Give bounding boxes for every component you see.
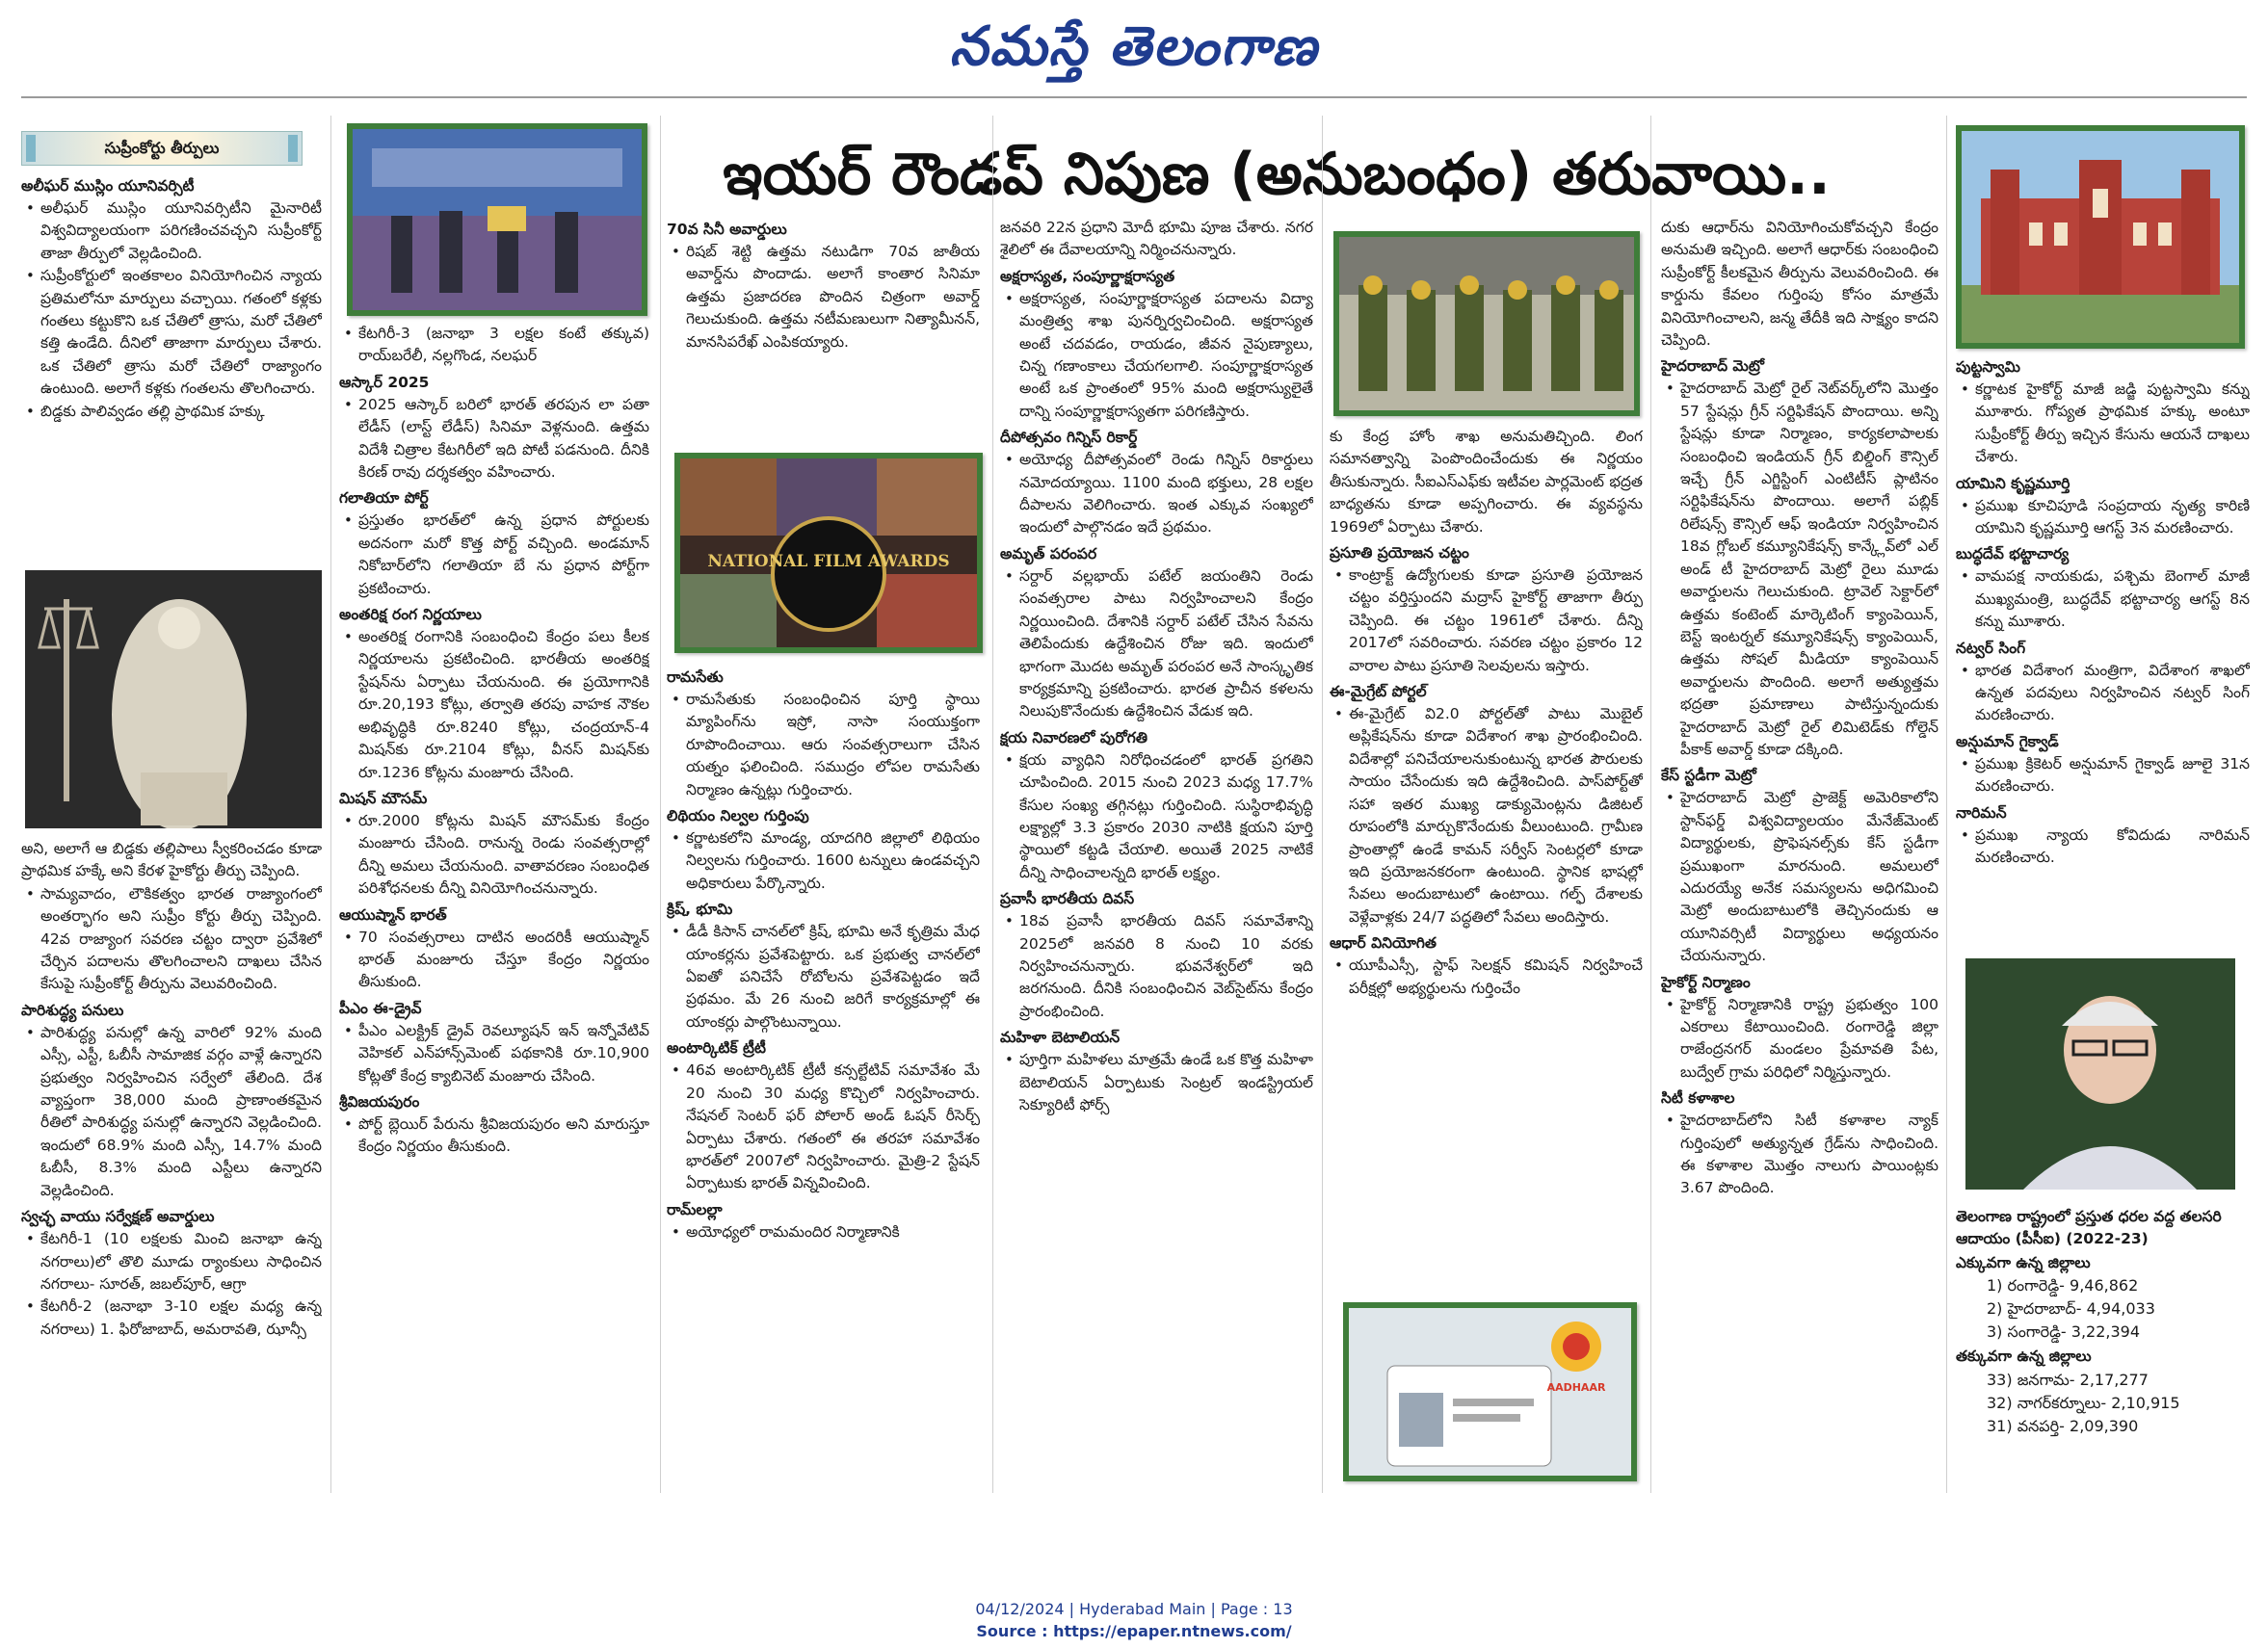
section-title: హైకోర్ట్ నిర్మాణం <box>1661 973 1751 991</box>
bullet-paragraph: • రూ.2000 కోట్లను మిషన్ మౌసమ్‌కు కేంద్రం మంజూరు చేసింది. రానున్న రెండు సంవత్సరాల్లో దీన్ని అమలు చేయనుంది. వాతావరణం సంబంధిత పరిశోధనలకు దీన్ని వినియోగించనున్నారు. <box>339 810 649 901</box>
bullet-paragraph: • ప్రస్తుతం భారత్‌లో ఉన్న ప్రధాన పోర్టులకు అదనంగా మరో కొత్త పోర్ట్ వచ్చింది. అండమాన్ నికోబార్‌లోని గలాతియా బే ను ప్రధాన పోర్ట్‌గా ప్రకటించారు. <box>339 510 649 600</box>
bullet-paragraph: • అలీఘర్ ముస్లిం యూనివర్సిటీని మైనారిటీ విశ్వవిద్యాలయంగా పరిగణించవచ్చని సుప్రీంకోర్ట్ తాజా తీర్పులో వెల్లడించింది. <box>21 197 322 265</box>
article-section <box>339 323 649 368</box>
bullet-paragraph: • డీడీ కిసాన్ చానల్‌లో క్రిష్, భూమి అనే కృత్రిమ మేధ యాంకర్లను ప్రవేశపెట్టారు. ఒక ప్రభుత్వ చానల్‌లో ఏఐతో పనిచేసే రోబోలను ప్రవేశపెట్టడం ఇదే ప్రథమం. మే 26 నుంచి జరిగే కార్యక్రమాల్లో ఈ యాంకర్లు పాల్గొంటున్నాయి. <box>667 921 980 1034</box>
aadhaar-card-photo <box>1343 1302 1637 1481</box>
section-title: నట్వర్ సింగ్ <box>1956 639 2026 657</box>
income-low-1: 33) జనగామ- 2,17,277 <box>1987 1370 2149 1389</box>
portrait-icon <box>1965 958 2235 1190</box>
article-section <box>21 838 322 996</box>
column-5 <box>1330 426 1643 1293</box>
income-high-label: ఎక్కువగా ఉన్న జిల్లాలు <box>1956 1254 2091 1271</box>
bullet-paragraph: • సుప్రీంకోర్టులో ఇంతకాలం వినియోగించిన న్యాయ ప్రతిమలోనూ మార్పులు వచ్చాయి. గతంలో కళ్లకు గంతలు కట్టుకొని ఒక చేతిలో త్రాసు, మరో చేతిలో కత్తి ఉండేది. దీనిలో తాజాగా మార్పులు చేశారు. ఒక చేతిలో త్రాసు మరో చేతిలో రాజ్యాంగం ఉంటుంది. అలాగే కళ్లకు గంతలను తొలగించారు. <box>21 265 322 400</box>
section-title: అలీఘర్ ముస్లిం యూనివర్సిటీ <box>21 177 195 195</box>
column-1-top <box>21 173 322 578</box>
article-section <box>339 604 649 784</box>
film-awards-photo <box>674 453 983 653</box>
article-section <box>1000 1027 1313 1116</box>
section-title: పీఎం ఈ-డ్రైవ్ <box>339 999 422 1017</box>
aadhaar-card-icon <box>1349 1308 1631 1476</box>
article-section <box>1000 888 1313 1023</box>
section-title: శ్రీవిజయపురం <box>339 1092 420 1111</box>
income-low-label: తక్కువగా ఉన్న జిల్లాలు <box>1956 1348 2092 1366</box>
section-title: లిథియం నిల్వల గుర్తింపు <box>667 807 809 825</box>
bullet-paragraph: • యూపీఎస్సీ, స్టాఫ్ సెలక్షన్ కమిషన్ నిర్వహించే పరీక్షల్లో అభ్యర్థులను గుర్తించేం <box>1330 955 1643 1000</box>
section-title: మహిళా బెటాలియన్ <box>1000 1029 1121 1047</box>
income-box <box>1956 1206 2250 1495</box>
heritage-building-icon <box>1962 131 2239 343</box>
bullet-paragraph: • కేటగిరీ-1 (10 లక్షలకు మించి జనాభా ఉన్న నగరాలు)లో తొలి మూడు ర్యాంకులు సాధించిన నగరాలు- సూరత్, జబల్‌పూర్, ఆగ్రా <box>21 1228 322 1296</box>
section-title: బుద్ధదేవ్ భట్టాచార్య <box>1956 545 2070 563</box>
justice-statue-photo <box>25 570 322 828</box>
column-rule <box>1946 116 1947 1493</box>
article-section <box>1330 426 1643 538</box>
bullet-paragraph: అని, అలాగే ఆ బిడ్డకు తల్లిపాలు స్వీకరించడం కూడా ప్రాథమిక హక్కే అని కేరళ హైకోర్టు తీర్పు చెప్పింది. <box>21 840 322 880</box>
section-title: యామిని కృష్ణమూర్తి <box>1956 474 2070 492</box>
article-section <box>1661 765 1938 967</box>
income-low-3: 31) వనపర్తి- 2,09,390 <box>1987 1416 2139 1435</box>
section-title: పారిశుద్ధ్య పనులు <box>21 1001 124 1019</box>
income-high-3: 3) సంగారెడ్డి- 3,22,394 <box>1987 1322 2141 1342</box>
article-section <box>1000 543 1313 723</box>
bullet-paragraph: జనవరి 22న ప్రధాని మోదీ భూమి పూజ చేశారు. నగర శైలిలో ఈ దేవాలయాన్ని నిర్మించనున్నారు. <box>1000 219 1313 259</box>
badge-label: సుప్రీంకోర్టు తీర్పులు <box>104 139 220 157</box>
article-section <box>21 175 322 423</box>
article-section <box>667 899 980 1034</box>
badge-bar-left <box>26 135 36 162</box>
article-section <box>667 1199 980 1243</box>
article-section <box>1661 972 1938 1085</box>
section-title: కేస్ స్టడీగా మెట్రో <box>1661 767 1756 785</box>
bullet-paragraph: • కేటగిరీ-2 (జనాభా 3-10 లక్షల మధ్య ఉన్న నగరాలు) 1. ఫిరోజాబాద్, అమరావతి, ఝాన్సీ <box>21 1296 322 1341</box>
column-rule <box>660 116 661 1493</box>
bullet-paragraph: • రిషబ్ శెట్టి ఉత్తమ నటుడిగా 70వ జాతీయ అవార్డ్‌ను పొందాడు. అలాగే కాంతార సినిమా ఉత్తమ ప్రజాదరణ పొందిన చిత్రంగా అవార్డ్ గెలుచుకుంది. ఉత్తమ నటీమణులుగా నిత్యామీనన్, మానసిపరేఖ్ ఎంపికయ్యారు. <box>667 241 980 353</box>
column-rule <box>1650 116 1651 1493</box>
section-title: సిటీ కళాశాల <box>1661 1089 1735 1108</box>
article-section <box>1956 473 2250 540</box>
section-title: ఈ-మైగ్రేట్ పోర్టల్ <box>1330 683 1427 701</box>
osmania-building-photo <box>1956 125 2245 349</box>
article-section <box>1661 355 1938 761</box>
article-section <box>1956 543 2250 633</box>
article-section <box>1000 266 1313 423</box>
bullet-paragraph: • పూర్తిగా మహిళలు మాత్రమే ఉండే ఒక కొత్త మహిళా బెటాలియన్ ఏర్పాటుకు సెంట్రల్ ఇండస్ట్రియల్ సెక్యూరిటీ ఫోర్స్ <box>1000 1049 1313 1116</box>
bullet-paragraph: • హైదరాబాద్ మెట్రో ప్రాజెక్ట్ అమెరికాలోని స్టాన్‌ఫర్డ్ విశ్వవిద్యాలయం మేనేజ్‌మెంట్ విద్యార్థులకు, ప్రొఫెషనల్స్‌కు కేస్ స్టడీగా ప్రముఖంగా మారనుంది. అమలులో ఎదురయ్యే అనేక సమస్యలను అధిగమించి మెట్రో అందుబాటులోకి తెచ్చినందుకు ఆ యూనివర్సిటీ విద్యార్థులు అధ్యయనం చేయనున్నారు. <box>1661 787 1938 967</box>
article-section <box>667 805 980 895</box>
income-title: తెలంగాణ రాష్ట్రంలో ప్రస్తుత ధరల వద్ద తలసరి ఆదాయం (పీసీఐ) (2022-23) <box>1956 1208 2222 1247</box>
article-section <box>339 487 649 600</box>
column-3-top <box>667 217 980 448</box>
bullet-paragraph: • ప్రముఖ న్యాయ కోవిదుడు నారిమన్ మరణించారు. <box>1956 824 2250 870</box>
film-awards-collage-icon <box>680 458 977 647</box>
column-rule <box>330 116 331 1493</box>
awards-ceremony-photo <box>347 123 647 316</box>
footer-source-line: Source : https://epaper.ntnews.com/ <box>976 1622 1292 1640</box>
bullet-paragraph: • కర్ణాటక హైకోర్ట్ మాజీ జడ్జి పుట్టస్వామి కన్ను మూశారు. గోప్యత ప్రాథమిక హక్కు అంటూ సుప్రీంకోర్ట్ తీర్పు ఇచ్చిన కేసును ఆయనే దాఖలు చేశారు. <box>1956 379 2250 469</box>
article-section <box>1956 802 2250 870</box>
bullet-paragraph: • సర్దార్ వల్లభాయ్ పటేల్ జయంతిని రెండు సంవత్సరాల పాటు నిర్వహించాలని కేంద్రం నిర్ణయించింది. దేశానికి సర్దార్ పటేల్ చేసిన సేవను తెలిపేందుకు ఉద్దేశించిన రోజు ఇది. ఇందులో భాగంగా మొదట అమృత్ పరంపర అనే సాంస్కృతిక కార్యక్రమాన్ని ప్రకటించారు. భారత ప్రాచీన కళలను నిలుపుకొనేందుకు ఉద్దేశించిన వేడుక ఇది. <box>1000 565 1313 723</box>
column-rule <box>1322 116 1323 1493</box>
column-3-bottom <box>667 665 980 1512</box>
bullet-paragraph: • హైదరాబాద్ మెట్రో రైల్ నెట్‌వర్క్‌లోని మొత్తం 57 స్టేషన్లు గ్రీన్ సర్టిఫికేషన్ పొందాయి. అన్ని స్టేషన్లు కూడా నిర్మాణం, కార్యకలాపాలకు సంబంధించి ఇండియన్ గ్రీన్ బిల్డింగ్ కౌన్సిల్ ఇచ్చే గ్రీన్ ఎగ్జిస్టింగ్ ఎంటిటీస్ ప్లాటినం సర్టిఫికేషన్‌ను పొందాయి. అలాగే పబ్లిక్ రిలేషన్స్ కౌన్సిల్ ఆఫ్ ఇండియా నిర్వహించిన 18వ గ్లోబల్ కమ్యూనికేషన్స్ కాన్క్లేవ్‌లో ఎల్ అండ్ టీ హైదరాబాద్ మెట్రో రైలు మూడు అవార్డులను గెలుచుకుంది. ట్రావెల్ సెక్టార్‌లో ఉత్తమ కంటెంట్ మార్కెటింగ్ క్యాంపెయిన్, బెస్ట్ ఇంటర్నల్ కమ్యూనికేషన్స్ క్యాంపెయిన్, ఉత్తమ సోషల్ మీడియా క్యాంపెయిన్ అవార్డులను పొందింది. అలాగే అత్యుత్తమ భద్రతా ప్రమాణాలు పాటిస్తున్నందుకు హైదరాబాద్ మెట్రో రైల్ లిమిటెడ్‌కు గోల్డెన్ పీకాక్ అవార్డ్ కూడా దక్కింది. <box>1661 378 1938 761</box>
bullet-paragraph: • క్షయ వ్యాధిని నిరోధించడంలో భారత్ ప్రగతిని చూపించింది. 2015 నుంచి 2023 మధ్య 17.7% కేసుల సంఖ్య తగ్గినట్లు గుర్తించింది. సుస్థిరాభివృద్ధి లక్ష్యాల్లో 3.3 ప్రకారం 2030 నాటికి క్షయని పూర్తి స్థాయిలో కట్టడి చేయాలి. అయితే 2025 నాటికే దీన్ని సాధించాలన్నది భారత్ లక్ష్యం. <box>1000 749 1313 884</box>
article-section <box>1330 681 1643 929</box>
section-title: హైదరాబాద్ మెట్రో <box>1661 357 1764 376</box>
article-section <box>1330 542 1643 677</box>
badge-bar-right <box>288 135 298 162</box>
bullet-paragraph: • ప్రముఖ కూచిపూడి సంప్రదాయ నృత్య కారిణి యామిని కృష్ణమూర్తి ఆగస్ట్ 3న మరణించారు. <box>1956 495 2250 540</box>
nariman-portrait-photo <box>1965 958 2235 1190</box>
bullet-paragraph: • పీఎం ఎలక్ట్రిక్ డ్రైవ్ రెవల్యూషన్ ఇన్ ఇన్నోవేటివ్ వెహికల్ ఎన్‌హాన్స్‌మెంట్ పథకానికి రూ.10,900 కోట్లతో కేంద్ర క్యాబినెట్ మంజూరు చేసింది. <box>339 1020 649 1087</box>
aadhaar-label: AADHAAR <box>1546 1381 1606 1394</box>
bullet-paragraph: • ప్రముఖ క్రికెటర్ అన్షుమాన్ గైక్వాడ్ జూలై 31న మరణించారు. <box>1956 753 2250 798</box>
award-ceremony-icon <box>353 129 642 310</box>
section-title: పుట్టస్వామి <box>1956 358 2020 376</box>
parade-soldiers-icon <box>1339 237 1634 410</box>
article-section <box>1000 727 1313 884</box>
article-section <box>339 372 649 484</box>
article-section <box>667 1037 980 1194</box>
section-title: క్షయ నివారణలో పురోగతి <box>1000 728 1147 746</box>
bullet-paragraph: • కాంట్రాక్ట్ ఉద్యోగులకు కూడా ప్రసూతి ప్రయోజన చట్టం వర్తిస్తుందని మద్రాస్ హైకోర్ట్ తాజాగా తీర్పు చెప్పింది. ఈ చట్టం 1961లో చేశారు. దీన్ని 2017లో సవరించారు. సవరణ చట్టం ప్రకారం 12 వారాల పాటు ప్రసూతి సెలవులను ఇస్తారు. <box>1330 564 1643 677</box>
bullet-paragraph: • సామ్యవాదం, లౌకికత్వం భారత రాజ్యాంగంలో అంతర్భాగం అని సుప్రీం కోర్టు తీర్పు చెప్పింది. 42వ రాజ్యాంగ సవరణ చట్టం ద్వారా ప్రవేశిలో చేర్చిన పదాలను తొలగించాలని దాఖలు చేసిన కేసుపై సుప్రీంకోర్ట్ తీర్పును వెలువరించింది. <box>21 883 322 996</box>
bullet-paragraph: • కర్ణాటకలోని మాండ్య, యాదగిరి జిల్లాలో లిథియం నిల్వలను గుర్తించారు. 1600 టన్నులు ఉండవచ్చని అధికారులు పేర్కొన్నారు. <box>667 827 980 895</box>
bullet-paragraph: • 2025 ఆస్కార్ బరిలో భారత్ తరపున లా పతా లేడీస్ (లాస్ట్ లేడీస్) సినిమా వెళ్లనుంది. ఉత్తమ విదేశీ చిత్రాల కేటగిరీలో ఇది పోటీ పడనుంది. దీనికి కిరణ్ రావు దర్శకత్వం వహించారు. <box>339 394 649 484</box>
national-film-awards-label: NATIONAL FILM AWARDS <box>707 552 950 571</box>
section-title: 70వ సినీ అవార్డులు <box>667 221 787 238</box>
section-title: ప్రసూతి ప్రయోజన చట్టం <box>1330 544 1469 563</box>
bullet-paragraph: • హైదరాబాద్‌లోని సిటీ కళాశాల న్యాక్ గుర్తింపులో అత్యున్నత గ్రేడ్‌ను సాధించింది. ఈ కళాశాల మొత్తం నాలుగు పాయింట్లకు 3.67 పొందింది. <box>1661 1110 1938 1200</box>
bullet-paragraph: • అక్షరాస్యత, సంపూర్ణాక్షరాస్యత పదాలను విద్యా మంత్రిత్వ శాఖ పునర్నిర్వచించింది. అక్షరాస్యత అంటే చదవడం, రాయడం, జీవన నైపుణ్యాలు, చిన్న గణాంకాలు చేయగలగాలి. సంపూర్ణాక్షరాస్యత అంటే ఒక ప్రాంతంలో 95% మంది అక్షరాస్యులైతే దాన్ని సంపూర్ణాక్షరాస్యతగా పరిగణిస్తారు. <box>1000 288 1313 423</box>
bullet-paragraph: • పోర్ట్ బ్లెయిర్ పేరును శ్రీవిజయపురం అని మారుస్తూ కేంద్రం నిర్ణయం తీసుకుంది. <box>339 1113 649 1159</box>
article-section <box>1956 731 2250 798</box>
section-title: అంతరిక్ష రంగ నిర్ణయాలు <box>339 606 482 624</box>
article-section <box>339 998 649 1087</box>
column-7 <box>1956 354 2250 971</box>
section-title: ఆయుష్మాన్ భారత్ <box>339 905 447 924</box>
masthead-divider <box>21 96 2247 98</box>
column-1-bottom <box>21 838 322 1503</box>
section-title: గలాతియా పోర్ట్ <box>339 489 429 508</box>
lady-justice-icon <box>25 570 322 828</box>
bullet-paragraph: • 18వ ప్రవాసీ భారతీయ దివస్ సమావేశాన్ని 2025లో జనవరి 8 నుంచి 10 వరకు నిర్వహించనున్నారు. భువనేశ్వర్‌లో ఇది జరగనుంది. దీనికి సంబంధించిన వెబ్‌సైట్‌ను కేంద్రం ప్రారంభించింది. <box>1000 910 1313 1023</box>
article-section <box>1661 1087 1938 1200</box>
article-section <box>1000 217 1313 262</box>
section-title: అన్షుమాన్ గైక్వాడ్ <box>1956 732 2059 750</box>
bullet-paragraph: • ఈ-మైగ్రేట్ వి2.0 పోర్టల్‌తో పాటు మొబైల్ అప్లికేషన్‌ను కూడా విదేశాంగ శాఖ ప్రారంభించింది. విదేశాల్లో పనిచేయాలనుకుంటున్న భారత పౌరులకు సాయం చేసేందుకు ఇది ఉద్దేశించింది. పాస్‌పోర్ట్‌తో సహా ఇతర ముఖ్య డాక్యుమెంట్లను డిజిటల్ రూపంలోకి మార్చుకొనేందుకు వీలుంటుంది. గ్రామీణ ప్రాంతాల్లో ఉండే కామన్ సర్వీస్ సెంటర్లలో కూడా ఇది ప్రయోజనకరంగా ఉంటుంది. స్థానిక భాషల్లో సేవలు అందుబాటులో ఉంటాయి. గల్ఫ్ దేశాలకు వెళ్లేవాళ్లకు 24/7 పద్ధతిలో సేవలు అందిస్తారు. <box>1330 703 1643 929</box>
section-title: అక్షరాస్యత, సంపూర్ణాక్షరాస్యత <box>1000 267 1175 285</box>
section-title: దీపోత్సవం గిన్నిస్ రికార్డ్ <box>1000 429 1138 447</box>
women-battalion-photo <box>1333 231 1640 416</box>
income-high-1: 1) రంగారెడ్డి- 9,46,862 <box>1987 1276 2139 1296</box>
masthead-logo: నమస్తే తెలంగాణ <box>949 14 1319 78</box>
bullet-paragraph: దుకు ఆధార్‌ను వినియోగించుకోవచ్చని కేంద్రం అనుమతి ఇచ్చింది. అలాగే ఆధార్‌కు సంబంధించి సుప్రీంకోర్ట్ కీలకమైన తీర్పును వెలువరించింది. ఈ కార్డును కేవలం గుర్తింపు కోసం మాత్రమే వినియోగించాలని, జన్మ తేదీకి ఇది సాక్ష్యం కాదని చెప్పింది. <box>1661 219 1938 350</box>
article-section <box>21 1206 322 1341</box>
section-title: నారిమన్ <box>1956 803 2007 822</box>
income-low-2: 32) నాగర్‌కర్నూలు- 2,10,915 <box>1987 1393 2180 1412</box>
article-section <box>1000 427 1313 539</box>
bullet-paragraph: • అంతరిక్ష రంగానికి సంబంధించి కేంద్రం పలు కీలక నిర్ణయాలను ప్రకటించింది. భారతీయ అంతరిక్ష స్టేషన్‌ను ఏర్పాటు చేయనుంది. ఈ ప్రయోగానికి రూ.20,193 కోట్లు, తర్వాతి తరపు వాహక నౌకల అభివృద్ధికి రూ.8240 కోట్లు, చంద్రయాన్-4 మిషన్‌కు రూ.2104 కోట్లు, వీనస్ మిషన్‌కు రూ.1236 కోట్లను మంజూరు చేసింది. <box>339 626 649 784</box>
page-headline: ఇయర్ రౌండప్ నిపుణ (అనుబంధం) తరువాయి.. <box>723 141 1831 208</box>
bullet-paragraph: • కేటగిరీ-3 (జనాభా 3 లక్షల కంటే తక్కువ) రాయ్‌బరేలీ, నల్లగొండ, నలఘర్ <box>339 323 649 368</box>
article-section <box>1330 932 1643 1000</box>
footer-date-line: 04/12/2024 | Hyderabad Main | Page : 13 <box>975 1600 1293 1618</box>
column-rule <box>992 116 993 1493</box>
article-section <box>1661 217 1938 352</box>
article-section <box>339 1091 649 1159</box>
section-title: ప్రవాసీ భారతీయ దివస్ <box>1000 890 1135 908</box>
column-4 <box>1000 217 1313 1512</box>
section-title: అమృత్ పరంపర <box>1000 544 1097 563</box>
section-title: ఆస్కార్ 2025 <box>339 373 430 391</box>
bullet-paragraph: • 70 సంవత్సరాలు దాటిన అందరికీ ఆయుష్మాన్ భారత్ మంజూరు చేస్తూ కేంద్రం నిర్ణయం తీసుకుంది. <box>339 927 649 994</box>
bullet-paragraph: • బిడ్డకు పాలివ్వడం తల్లి ప్రాథమిక హక్కు <box>21 401 322 423</box>
bullet-paragraph: కు కేంద్ర హోం శాఖ అనుమతిచ్చింది. లింగ సమానత్వాన్ని పెంపొందించేందుకు ఈ నిర్ణయం తీసుకున్నారు. సీఐఎస్ఎఫ్‌కు ఇటీవల పార్లమెంట్ భద్రత బాధ్యతను కూడా అప్పగించారు. ఈ వ్యవస్థను 1969లో ఏర్పాటు చేశారు. <box>1330 428 1643 536</box>
bullet-paragraph: • వామపక్ష నాయకుడు, పశ్చిమ బెంగాల్ మాజీ ముఖ్యమంత్రి, బుద్ధదేవ్ భట్టాచార్య ఆగస్ట్ 8న కన్ను మూశారు. <box>1956 565 2250 633</box>
section-title: రామ్‌లల్లా <box>667 1200 723 1218</box>
bullet-paragraph: • భారత విదేశాంగ మంత్రిగా, విదేశాంగ శాఖలో ఉన్నత పదవులు నిర్వహించిన నట్వర్ సింగ్ మరణించారు. <box>1956 660 2250 727</box>
section-title: మిషన్ మౌసమ్ <box>339 789 428 807</box>
article-section <box>21 1000 322 1202</box>
article-section <box>339 788 649 901</box>
bullet-paragraph: • హైకోర్ట్ నిర్మాణానికి రాష్ట్ర ప్రభుత్వం 100 ఎకరాలు కేటాయించింది. రంగారెడ్డి జిల్లా రాజేంద్రనగర్ మండలం ప్రేమావతి పేట, బుద్వేల్ గ్రామ పరిధిలో నిర్మిస్తున్నారు. <box>1661 994 1938 1085</box>
section-title: రామసేతు <box>667 668 724 686</box>
bullet-paragraph: • అయోధ్య దీపోత్సవంలో రెండు గిన్నిస్ రికార్డులు నమోదయ్యాయి. 1100 మంది భక్తులు, 28 లక్షల దీపాలను వెలిగించారు. ఇంత ఎక్కువ సంఖ్యలో ఇందులో పాల్గొనడం ఇదే ప్రథమం. <box>1000 449 1313 539</box>
column-6 <box>1661 217 1938 1512</box>
bullet-paragraph: • పారిశుద్ధ్య పనుల్లో ఉన్న వారిలో 92% మంది ఎస్సీ, ఎస్టీ, ఓబీసీ సామాజిక వర్గం వాళ్లే ఉన్నారని ప్రభుత్వం నిర్వహించిన సర్వేలో తేలింది. దేశ వ్యాప్తంగా 38,000 మంది ప్రాణాంతకమైన రీతిలో పారిశుద్ధ్య పనుల్లో ఉన్నారని వెల్లడించింది. ఇందులో 68.9% మంది ఎస్సీ, 14.7% మంది ఓబీసీ, 8.3% మంది ఎస్టీలు ఉన్నారని వెల్లడించింది. <box>21 1022 322 1202</box>
section-title: ఆధార్ వినియోగిత <box>1330 934 1437 953</box>
bullet-paragraph: • 46వ అంటార్కిటిక్ ట్రీటీ కన్సల్టేటివ్ సమావేశం మే 20 నుంచి 30 మధ్య కొచ్చిలో నిర్వహించారు. నేషనల్ సెంటర్ ఫర్ పోలార్ అండ్ ఓషన్ రీసెర్చ్ ఏర్పాటు చేశారు. గతంలో ఈ తరహా సమావేశం భారత్‌లో 2007లో నిర్వహించారు. మైత్రి-2 స్టేషన్ ఏర్పాటుకు భారత్ విన్నవించింది. <box>667 1060 980 1194</box>
column-2 <box>339 323 649 1507</box>
article-section <box>667 219 980 353</box>
article-section <box>1956 638 2250 727</box>
bullet-paragraph: • రామసేతుకు సంబంధించిన పూర్తి స్థాయి మ్యాపింగ్‌ను ఇస్రో, నాసా సంయుక్తంగా రూపొందించాయి. ఆరు సంవత్సరాలుగా చేసిన యత్నం ఫలించింది. సముద్రం లోపల రామసేతు నిర్మాణం ఉన్నట్లు గుర్తించారు. <box>667 689 980 801</box>
article-section <box>667 667 980 801</box>
article-section <box>339 904 649 994</box>
section-title: అంటార్కిటిక్ ట్రీటీ <box>667 1039 766 1058</box>
bullet-paragraph: • అయోధ్యలో రామమందిర నిర్మాణానికి <box>667 1221 980 1243</box>
supreme-court-badge <box>21 131 303 166</box>
article-section <box>1956 356 2250 469</box>
section-title: క్రిష్, భూమి <box>667 901 733 919</box>
income-high-2: 2) హైదరాబాద్- 4,94,033 <box>1987 1299 2155 1319</box>
section-title: స్వచ్ఛ వాయు సర్వేక్షణ్ అవార్డులు <box>21 1208 215 1226</box>
